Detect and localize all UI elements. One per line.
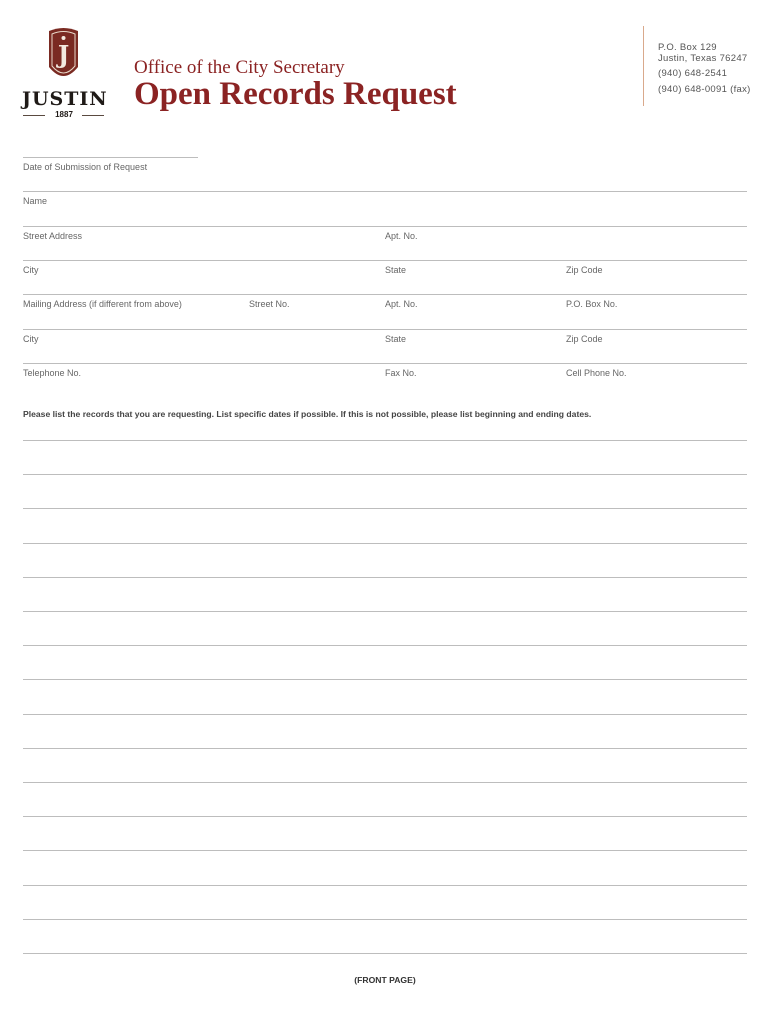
records-request-line[interactable] (23, 440, 747, 441)
cell-phone-no-label: Cell Phone No. (566, 368, 627, 378)
records-request-line[interactable] (23, 816, 747, 817)
mailing-address-label: Mailing Address (if different from above) (23, 299, 182, 309)
logo-rule-right (82, 115, 104, 116)
records-request-line[interactable] (23, 508, 747, 509)
mailing-state-label: State (385, 334, 407, 344)
office-subtitle: Office of the City Secretary (134, 57, 345, 78)
records-request-line[interactable] (23, 645, 747, 646)
logo-letter: J (57, 40, 70, 69)
date-field-line[interactable] (23, 157, 198, 158)
mailing-address-field-line[interactable] (23, 294, 747, 295)
records-request-line[interactable] (23, 543, 747, 544)
telephone-field-line[interactable] (23, 363, 747, 364)
po-box-no-label: P.O. Box No. (566, 299, 618, 309)
records-request-line[interactable] (23, 782, 747, 783)
mailing-zip-code-label: Zip Code (566, 334, 603, 344)
mailing-city-field-line[interactable] (23, 329, 747, 330)
contact-city-line: Justin, Texas 76247 (658, 53, 748, 64)
city-field-line[interactable] (23, 260, 747, 261)
zip-code-label: Zip Code (566, 265, 603, 275)
records-request-line[interactable] (23, 748, 747, 749)
date-of-submission-label: Date of Submission of Request (23, 162, 148, 172)
records-request-line[interactable] (23, 611, 747, 612)
name-field-line[interactable] (23, 191, 747, 192)
apt-no-label: Apt. No. (385, 231, 418, 241)
city-label: City (23, 265, 39, 275)
contact-phone: (940) 648-2541 (658, 68, 728, 79)
records-request-line[interactable] (23, 885, 747, 886)
contact-po-box: P.O. Box 129 (658, 42, 717, 53)
records-request-line[interactable] (23, 679, 747, 680)
front-page-footer: (FRONT PAGE) (354, 975, 416, 985)
records-request-line[interactable] (23, 850, 747, 851)
justin-logo-icon (47, 27, 80, 81)
street-address-label: Street Address (23, 231, 83, 241)
name-label: Name (23, 196, 48, 206)
fax-no-label: Fax No. (385, 368, 417, 378)
street-no-label: Street No. (249, 299, 290, 309)
mailing-city-label: City (23, 334, 39, 344)
mailing-apt-no-label: Apt. No. (385, 299, 418, 309)
contact-fax: (940) 648-0091 (fax) (658, 84, 751, 95)
page-title: Open Records Request (134, 76, 457, 112)
records-request-line[interactable] (23, 953, 747, 954)
records-request-line[interactable] (23, 474, 747, 475)
logo-rule-left (23, 115, 45, 116)
logo-wordmark: JUSTIN (22, 88, 108, 110)
records-request-line[interactable] (23, 714, 747, 715)
records-request-line[interactable] (23, 919, 747, 920)
street-address-field-line[interactable] (23, 226, 747, 227)
contact-divider (643, 26, 644, 106)
records-request-line[interactable] (23, 577, 747, 578)
state-label: State (385, 265, 407, 275)
telephone-no-label: Telephone No. (23, 368, 82, 378)
logo-year: 1887 (55, 110, 73, 119)
records-instructions: Please list the records that you are requesting. List specific dates if possible. If this is not possible, please list beginning and ending dates. (23, 409, 592, 419)
